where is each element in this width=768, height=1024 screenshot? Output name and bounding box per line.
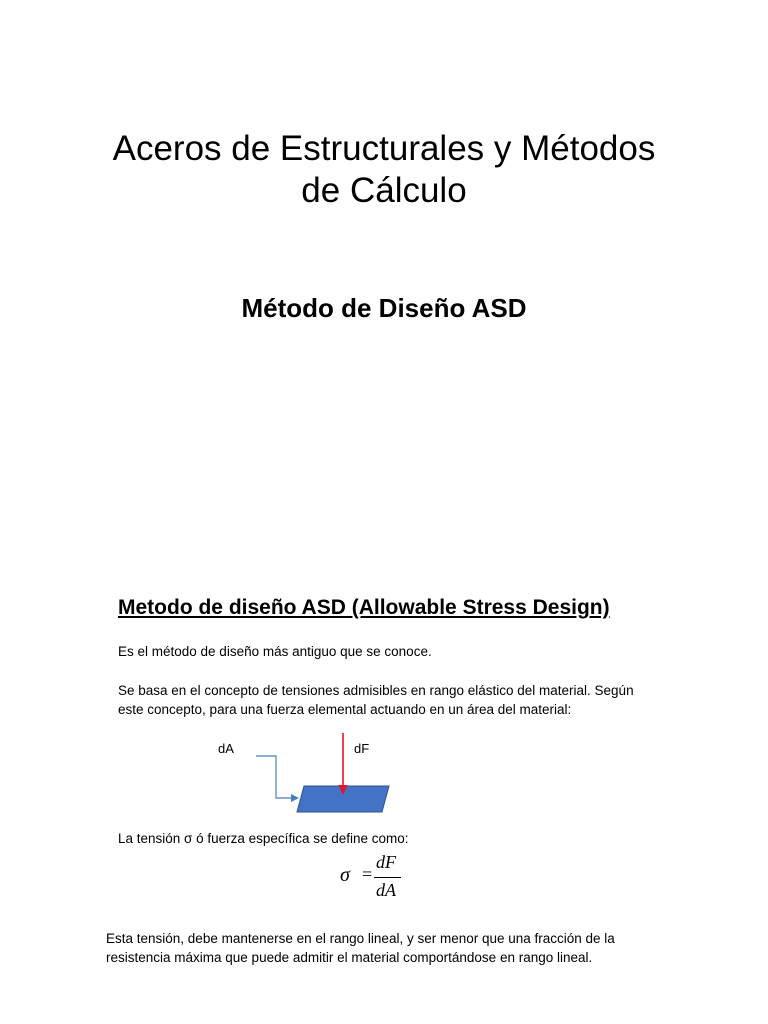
cover-title [0,128,768,212]
paragraph-concept-line-1: Se basa en el concepto de tensiones admisibles en rango elástico del material. Según [118,683,634,698]
cover-title-line-2: de Cálculo [301,171,467,210]
section-heading: Metodo de diseño ASD (Allowable Stress Design) [118,596,610,619]
formula-fraction-bar [374,877,401,878]
formula-equals: = [362,864,373,884]
area-pointer-arrow [256,756,296,798]
force-label: dF [354,741,370,756]
area-element-shape [297,786,389,812]
paragraph-concept-line-2: este concepto, para una fuerza elemental actuando en un área del material: [118,702,572,717]
paragraph-intro: Es el método de diseño más antiguo que se conoce. [118,644,432,659]
formula-sigma: σ [340,864,350,886]
paragraph-concept [118,681,634,719]
paragraph-conclusion-line-1: Esta tensión, debe mantenerse en el rango lineal, y ser menor que una fracción de la [106,931,615,946]
cover-subtitle: Método de Diseño ASD [241,293,527,323]
area-label: dA [218,741,234,756]
paragraph-conclusion [106,929,615,967]
paragraph-definition: La tensión σ ó fuerza específica se define como: [118,831,409,846]
area-pointer-arrowhead [291,794,299,802]
paragraph-conclusion-line-2: resistencia máxima que puede admitir el material comportándose en rango lineal. [106,950,593,965]
formula-numerator: dF [376,852,396,872]
cover-title-line-1: Aceros de Estructurales y Métodos [112,129,656,168]
formula-denominator: dA [376,880,396,900]
force-arrowhead [339,785,348,795]
